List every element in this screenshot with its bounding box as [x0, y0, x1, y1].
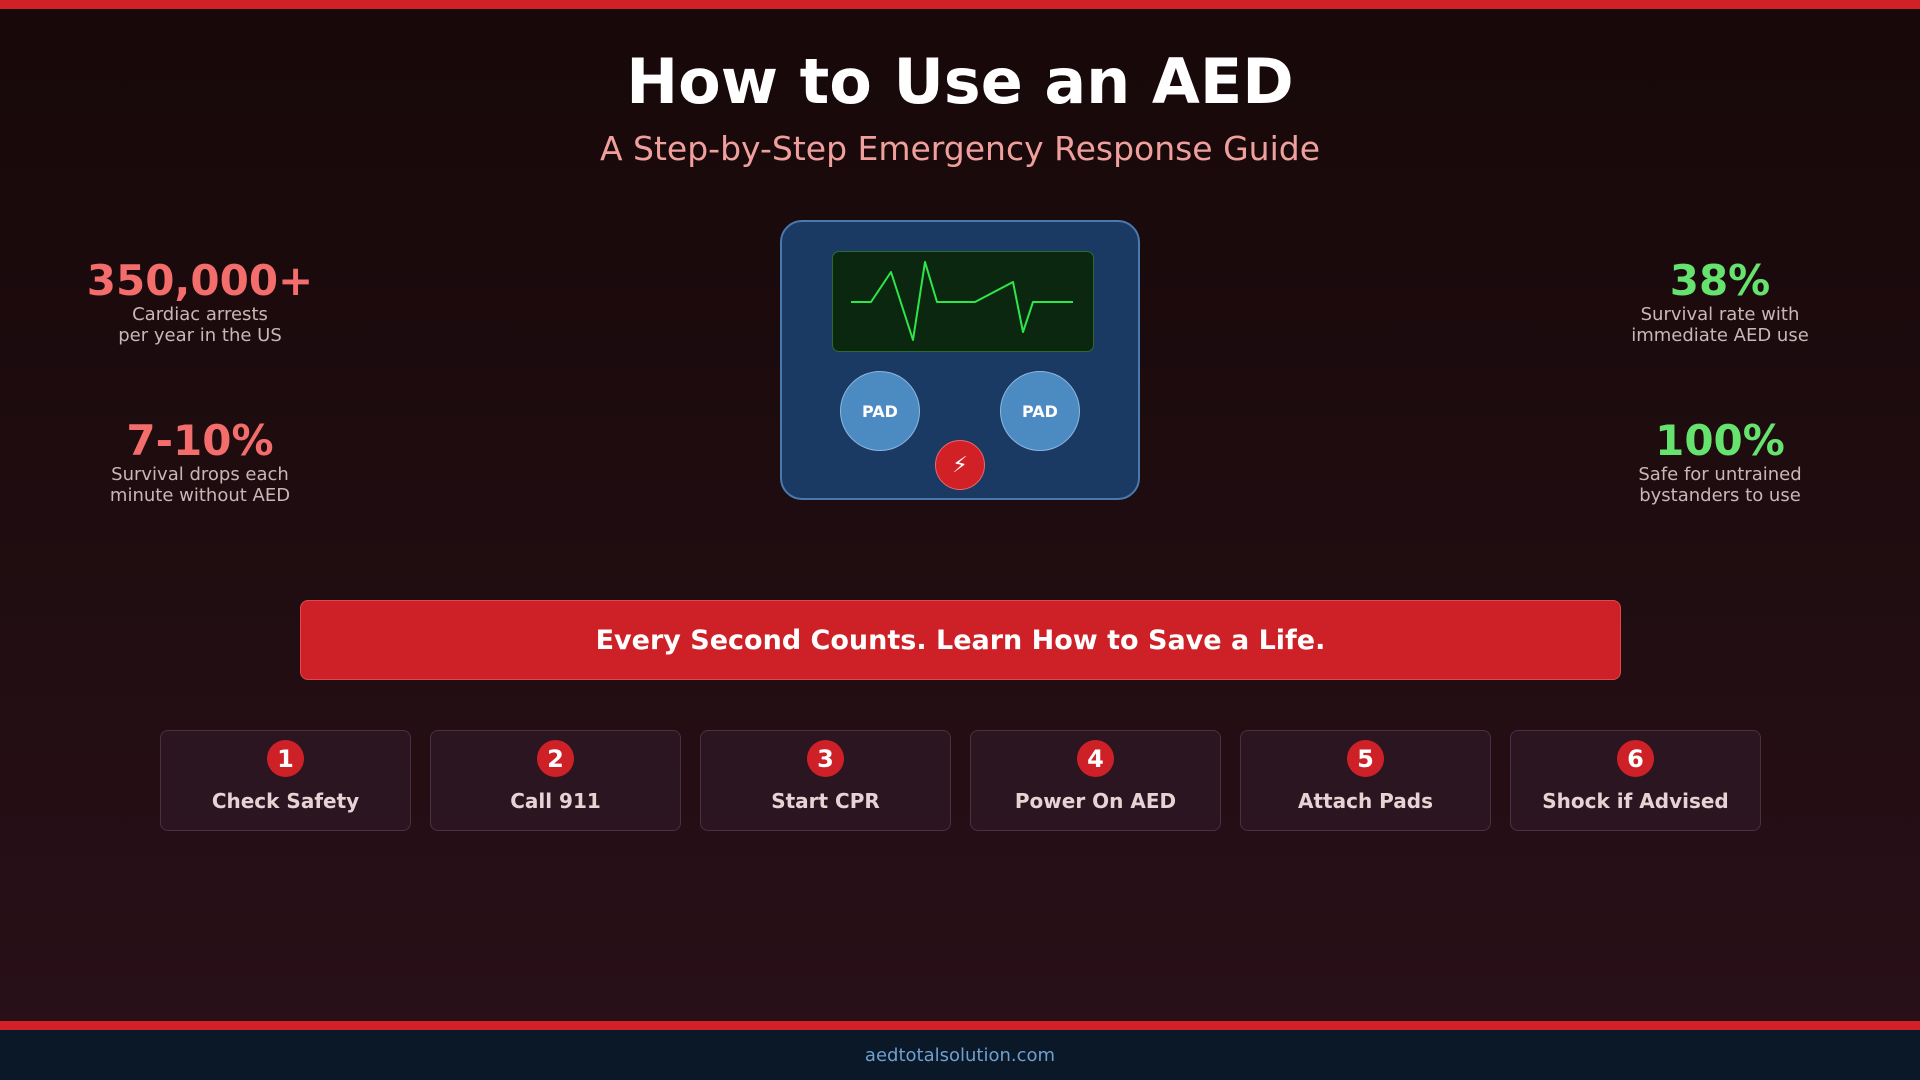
step-number-badge: 1 [267, 740, 304, 777]
step-card-check-safety [160, 730, 411, 831]
stat-value: 350,000+ [86, 256, 314, 305]
stat-description-line: immediate AED use [1631, 325, 1809, 346]
step-label: Power On AED [1014, 789, 1177, 813]
ecg-waveform-icon [833, 252, 1095, 353]
pad-right: PAD [1000, 371, 1080, 451]
step-label: Shock if Advised [1542, 789, 1729, 813]
stat-value: 7-10% [126, 416, 274, 465]
footer-url: aedtotalsolution.com [0, 1030, 1920, 1080]
stat-description-line: bystanders to use [1639, 485, 1801, 506]
step-card-shock-if-advised [1510, 730, 1761, 831]
stat-description-line: minute without AED [109, 485, 291, 506]
page-title: How to Use an AED [626, 45, 1294, 118]
step-card-start-cpr [700, 730, 951, 831]
pad-left: PAD [840, 371, 920, 451]
step-card-power-on-aed [970, 730, 1221, 831]
stat-cardiac-arrests [50, 258, 350, 346]
call-to-action-banner: Every Second Counts. Learn How to Save a Life. [300, 600, 1621, 680]
top-accent-bar [0, 0, 1920, 9]
step-label: Start CPR [771, 789, 880, 813]
step-label: Call 911 [510, 789, 601, 813]
stat-value: 38% [1669, 256, 1771, 305]
stat-description-line: Survival drops each [111, 464, 289, 485]
stat-value: 100% [1655, 416, 1785, 465]
stat-description-line: per year in the US [118, 325, 282, 346]
stat-survival-rate [1570, 258, 1870, 346]
step-card-call-911 [430, 730, 681, 831]
aed-screen [832, 251, 1094, 352]
step-label: Check Safety [211, 789, 360, 813]
step-number-badge: 6 [1617, 740, 1654, 777]
stat-safety [1570, 418, 1870, 506]
stat-description-line: Cardiac arrests [132, 304, 268, 325]
page-subtitle: A Step-by-Step Emergency Response Guide [599, 129, 1321, 168]
aed-device-illustration [780, 220, 1140, 500]
shock-button-lightning-icon: ⚡ [935, 440, 985, 490]
step-card-attach-pads [1240, 730, 1491, 831]
bottom-accent-bar [0, 1021, 1920, 1030]
step-number-badge: 4 [1077, 740, 1114, 777]
step-number-badge: 5 [1347, 740, 1384, 777]
step-number-badge: 3 [807, 740, 844, 777]
stat-description-line: Safe for untrained [1638, 464, 1802, 485]
stat-description-line: Survival rate with [1640, 304, 1800, 325]
step-label: Attach Pads [1298, 789, 1433, 813]
stat-survival-drop [50, 418, 350, 506]
step-number-badge: 2 [537, 740, 574, 777]
